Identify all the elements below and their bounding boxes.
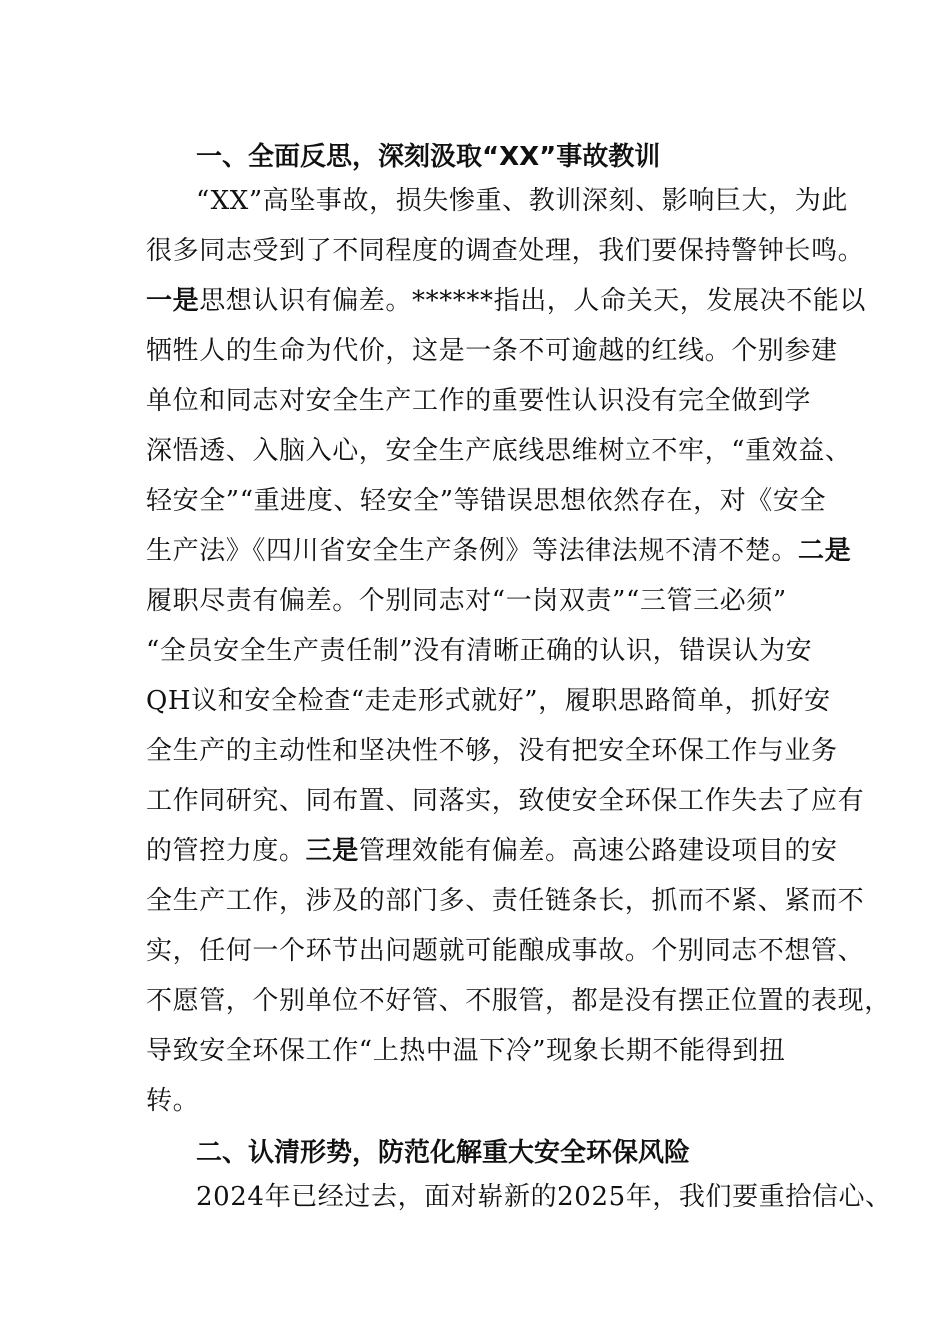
text-line: 2024年已经过去，面对崭新的2025年，我们要重拾信心、 <box>196 1182 892 1212</box>
section-heading-2: 二、认清形势，防范化解重大安全环保风险 <box>196 1138 691 1168</box>
text-line: “全员安全生产责任制”没有清晰正确的认识，错误认为安 <box>146 636 813 666</box>
text-line: 转。 <box>146 1086 200 1116</box>
text-line: 一是思想认识有偏差。******指出，人命关天，发展决不能以 <box>146 286 867 316</box>
text-line: 导致安全环保工作“上热中温下冷”现象长期不能得到扭 <box>146 1036 786 1066</box>
text-line: 不愿管，个别单位不好管、不服管，都是没有摆正位置的表现， <box>146 986 891 1016</box>
text-line: 轻安全”“重进度、轻安全”等错误思想依然存在，对《安全 <box>146 486 827 516</box>
text-line: 单位和同志对安全生产工作的重要性认识没有完全做到学 <box>146 386 812 416</box>
text-line: 工作同研究、同布置、同落实，致使安全环保工作失去了应有 <box>146 786 865 816</box>
point-label-1: 一是 <box>146 286 200 316</box>
point-label-3: 三是 <box>305 836 359 866</box>
text-line: “XX”高坠事故，损失惨重、教训深刻、影响巨大，为此 <box>196 186 848 216</box>
text-line: 全生产工作，涉及的部门多、责任链条长，抓而不紧、紧而不 <box>146 886 865 916</box>
text-line: QH议和安全检查“走走形式就好”，履职思路简单，抓好安 <box>146 686 831 716</box>
text-line: 很多同志受到了不同程度的调查处理，我们要保持警钟长鸣。 <box>146 236 865 266</box>
point-label-2: 二是 <box>798 536 852 566</box>
text-line: 生产法》《四川省安全生产条例》等法律法规不清不楚。二是 <box>146 536 852 566</box>
section-heading-1: 一、全面反思，深刻汲取“XX”事故教训 <box>196 142 661 172</box>
text-line: 实，任何一个环节出问题就可能酿成事故。个别同志不想管、 <box>146 936 865 966</box>
text-line: 深悟透、入脑入心，安全生产底线思维树立不牢，“重效益、 <box>146 436 852 466</box>
text-line: 的管控力度。三是管理效能有偏差。高速公路建设项目的安 <box>146 836 838 866</box>
text-line: 全生产的主动性和坚决性不够，没有把安全环保工作与业务 <box>146 736 838 766</box>
text-line: 牺牲人的生命为代价，这是一条不可逾越的红线。个别参建 <box>146 336 838 366</box>
text-line: 履职尽责有偏差。个别同志对“一岗双责”“三管三必须” <box>146 586 787 616</box>
